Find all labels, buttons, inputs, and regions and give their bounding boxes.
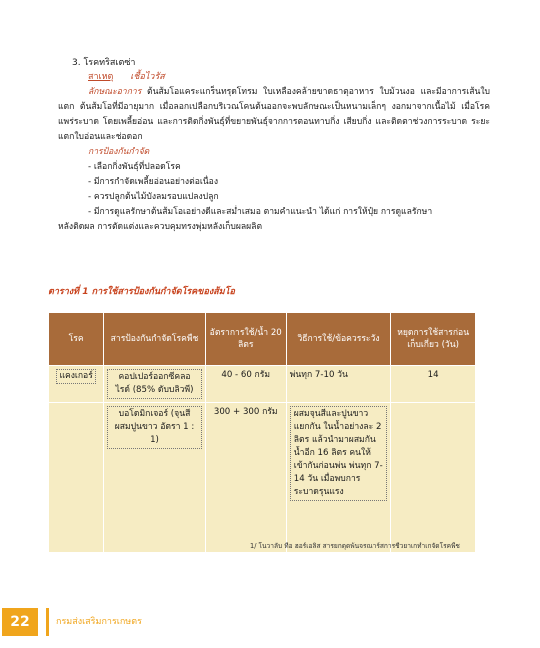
header-rate: อัตราการใช้/น้ำ 20 ลิตร — [205, 313, 286, 366]
cell-rate: 300 + 300 กรัม — [205, 403, 286, 553]
page-number: 22 — [2, 608, 38, 636]
symptoms-lead: ลักษณะอาการ — [88, 87, 142, 97]
chemical-name: คอปเปอร์ออกซีคลอไรด์ (85% ดับบลิวพี) — [107, 369, 201, 399]
prevention-bullet: - มีการกำจัดเพลี้ยอ่อนอย่างต่อเนื่อง — [88, 177, 219, 187]
header-method: วิธีการใช้/ข้อควรระวัง — [286, 313, 391, 366]
section-title: 3. โรคทริสเตซ่า — [72, 58, 136, 68]
prevention-last-line1: - มีการดูแลรักษาต้นส้มโอเอย่างดีและสม่ำเสมอ ตามคำแนะนำ ได้แก่ การให้ปุ๋ย การดูแลรักษา — [88, 207, 433, 217]
cell-chemical — [104, 403, 205, 553]
symptoms-text: ต้นส้มโอแคระแกร็นทรุดโทรม ใบเหลืองคล้ายขาดธาตุอาหาร ใบม้วนงอ และมีอาการเส้นใบแตก ต้นส้มโอที่มีอายุมาก เมื่อลอกเปลือกบริเวณโคนต้นออกจะพบลักษณะเป็นหนามเล็กๆ งอกมาจากเนื้อไม้ เมื่อโรคแพร่ระบาด โดยเพลี้ยอ่อน และการติดกิ่งพันธุ์ที่ขยายพันธุ์จากการตอนทาบกิ่ง เสียบกิ่ง และติดตาช่วงการระบาด ระยะแตกใบอ่อนและช่อดอก — [58, 87, 490, 142]
prevention-last — [58, 205, 490, 235]
disease-name: แคงเกอร์ — [56, 369, 95, 384]
cell-method — [286, 403, 391, 553]
prevention-last-line2: หลังติดผล การตัดแต่งและควบคุมทรงพุ่มหลังเก็บผลผลิต — [58, 222, 263, 232]
cell-disease — [49, 403, 104, 553]
prevention-bullet: - เลือกกิ่งพันธุ์ที่ปลอดโรค — [88, 162, 181, 172]
cell-disease — [49, 366, 104, 403]
cell-phi — [391, 403, 476, 553]
header-disease: โรค — [49, 313, 104, 366]
publisher-name: กรมส่งเสริมการเกษตร — [56, 617, 142, 627]
footnote: 1/ โนวาลับ ทีอ ฮอร์เอลิส สารยกดุดพ้นจรณาร์สการชีวยาเกทำเกจัดโรคพืช — [250, 542, 460, 550]
cause-value: เชื้อไวรัส — [130, 72, 165, 82]
footer-divider — [46, 608, 49, 636]
prevention-heading: การป้องกันกำจัด — [88, 147, 150, 157]
header-phi: หยุดการใช้สารก่อนเก็บเกี่ยว (วัน) — [391, 313, 476, 366]
method-text: ผสมจุนสีและปูนขาวแยกกัน ในน้ำอย่างละ 2 ลิตร แล้วนำมาผสมกันน้ำอีก 16 ลิตร คนให้เข้ากันก่อนพ่น พ่นทุก 7-14 วัน เมื่อพบการระบาดรุนแรง — [290, 406, 388, 501]
page-body — [58, 56, 490, 235]
table-row — [49, 366, 476, 403]
cell-chemical — [104, 366, 205, 403]
chemical-name: บอโดมิกเจอร์ (จุนสีผสมปูนขาว อัตรา 1 : 1) — [107, 406, 201, 449]
cell-method: พ่นทุก 7-10 วัน — [286, 366, 391, 403]
cause-label: สาเหตุ — [88, 72, 114, 82]
fungicide-table — [48, 312, 476, 553]
symptoms-paragraph — [58, 85, 490, 145]
table-caption: ตารางที่ 1 การใช้สารป้องกันกำจัดโรคของส้มโอ — [48, 287, 235, 297]
cause-line — [88, 70, 490, 84]
cell-rate: 40 - 60 กรัม — [205, 366, 286, 403]
table-header-row — [49, 313, 476, 366]
prevention-bullet: - ควรปลูกต้นไม้บังลมรอบแปลงปลูก — [88, 192, 219, 202]
header-chemical: สารป้องกันกำจัดโรคพืช — [104, 313, 205, 366]
table-row — [49, 403, 476, 553]
cell-phi: 14 — [391, 366, 476, 403]
